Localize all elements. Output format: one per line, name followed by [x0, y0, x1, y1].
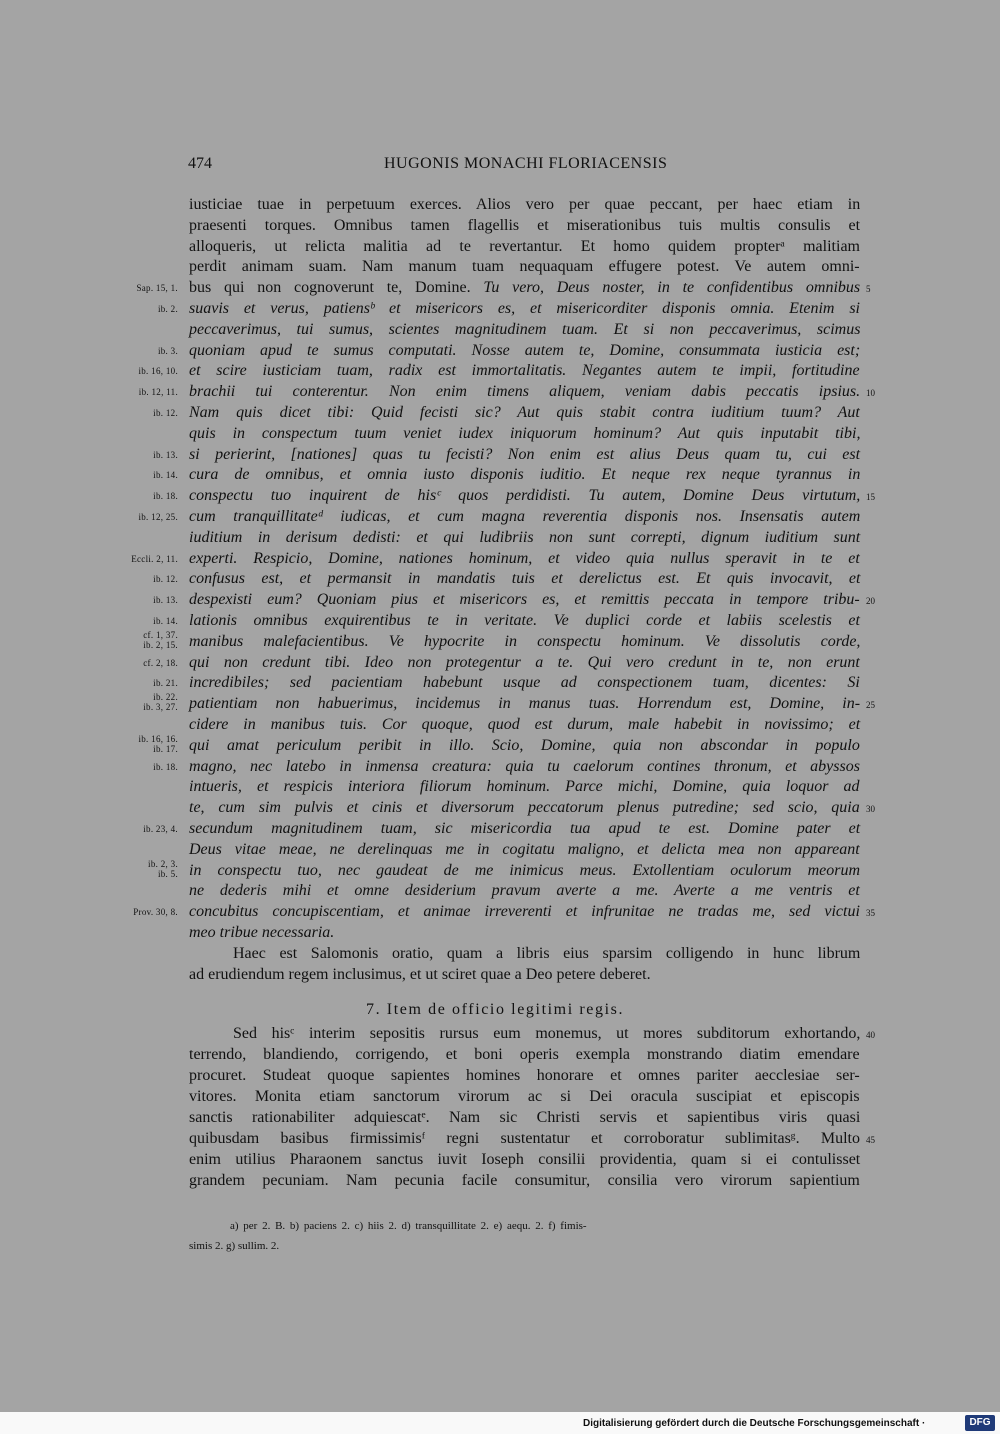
text-line: patientiam non habuerimus, incidemus in manus tuas. Horrendum est, Domine, in-: [189, 695, 861, 713]
text-line: despexisti eum? Quoniam pius et misericors es, et remittis peccata in tempore tribu-: [189, 591, 860, 609]
margin-reference: ib. 18.: [153, 761, 178, 772]
margin-reference: ib. 14.: [153, 616, 178, 626]
line-number: 20: [866, 596, 875, 607]
margin-reference: ib. 3.: [157, 345, 178, 356]
text-line: conspectu tuo inquirent de hisᶜ quos perdidisti. Tu autem, Domine Deus virtutum,: [189, 487, 861, 505]
text-line: manibus malefacientibus. Ve hypocrite in conspectu hominum. Ve dissolutis corde,: [189, 632, 861, 650]
margin-reference: ib. 12, 11.: [138, 387, 178, 398]
text-line: qui non credunt tibi. Ideo non protegentur a te. Qui vero credunt in te, non erunt: [189, 653, 860, 671]
text-line: praesenti torques. Omnibus tamen flagellis et miserationibus tuis multis consulis et: [189, 216, 861, 234]
margin-reference: ib. 13.: [153, 595, 178, 606]
text-line: Haec est Salomonis oratio, quam a libris eius sparsim colligendo in hunc librum: [233, 944, 861, 962]
text-line: intueris, et respicis interiora filiorum hominum. Parce michi, Domine, quia loquor ad: [189, 778, 860, 796]
margin-reference: ib. 13.: [153, 449, 178, 460]
margin-reference: ib. 3, 27.: [143, 702, 178, 713]
line-number: 35: [866, 908, 875, 919]
text-line: in conspectu tuo, nec gaudeat de me inimicus meus. Extollentiam oculorum meorum: [189, 861, 860, 879]
margin-reference: ib. 14.: [153, 470, 178, 481]
text-line: sanctis rationabiliter adquiescatᵉ. Nam sic Christi servis et sapientibus viris quasi: [189, 1109, 861, 1126]
margin-reference: ib. 23, 4.: [143, 824, 178, 834]
text-line: Nam quis dicet tibi: Quid fecisti sic? Aut quis stabit contra iuditium tuum? Aut: [189, 404, 860, 421]
text-line: magno, nec latebo in inmensa creatura: quia tu caelorum contines thronum, et abyssos: [189, 757, 860, 775]
text-line: cum tranquillitateᵈ iudicas, et cum magna reverentia disponis nos. Insensatis autem: [189, 508, 861, 525]
text-line: Sed hisᶜ interim sepositis rursus eum monemus, ut mores subditorum exhortando,: [233, 1025, 861, 1042]
margin-reference: ib. 12.: [153, 408, 178, 418]
footnote-line: simis 2. g) sullim. 2.: [189, 1240, 280, 1252]
footnote-line: a) per 2. B. b) paciens 2. c) hiis 2. d) transquillitate 2. e) aequ. 2. f) fimis-: [230, 1220, 587, 1232]
text-line: ad erudiendum regem inclusimus, et ut sciret quae a Deo petere deberet.: [189, 965, 651, 983]
margin-reference: ib. 2, 3.: [148, 858, 178, 869]
text-line: ne dederis mihi et omne desiderium pravum averte a me. Averte a me ventris et: [189, 882, 860, 900]
text-line: [189, 279, 860, 297]
line-number: 30: [866, 804, 875, 815]
page-number: 474: [188, 155, 212, 172]
section-heading: 7. Item de officio legitimi regis.: [366, 1001, 625, 1018]
line-number: 15: [866, 492, 875, 503]
text-line: lationis omnibus exquirentibus te in veritate. Ve duplici corde et labiis scelestis et: [189, 612, 860, 629]
text-line: iusticiae tuae in perpetuum exerces. Alios vero per quae peccant, per haec etiam in: [189, 196, 861, 213]
margin-reference: cf. 2, 18.: [143, 657, 178, 668]
funding-note: Digitalisierung gefördert durch die Deutsche Forschungsgemeinschaft ·: [583, 1418, 926, 1429]
text-line: quibusdam basibus firmissimisᶠ regni sustentatur et corroboratur sublimitasᵍ. Multo: [189, 1130, 860, 1147]
line-number: 5: [866, 284, 871, 295]
margin-reference: Eccli. 2, 11.: [131, 553, 178, 564]
text-line: experti. Respicio, Domine, nationes hominum, et video quia nullus speravit in te et: [189, 549, 860, 567]
line-number: 25: [866, 700, 875, 711]
margin-reference: ib. 12.: [153, 574, 178, 585]
margin-reference: ib. 2, 15.: [143, 639, 178, 650]
text-line-prefix: bus qui non cognoverunt te, Domine.: [189, 279, 484, 297]
text-line: secundum magnitudinem tuam, sic misericordia tua apud te est. Domine pater et: [189, 820, 861, 837]
margin-reference: Sap. 15, 1.: [136, 283, 178, 294]
text-line: procuret. Studeat quoque sapientes homines honorare et omnes pariter aecclesiae ser-: [189, 1067, 860, 1084]
text-line: et scire iusticiam tuam, radix est immortalitatis. Negantes autem te impii, fortitudine: [189, 362, 860, 380]
margin-reference: ib. 21.: [153, 678, 178, 689]
text-line: brachii tui conterentur. Non enim timens aliquem, veniam dabis peccatis ipsius.: [189, 383, 861, 401]
text-line: enim utilius Pharaonem sanctus iuvit Ioseph consilii providentia, quam si ei contulisset: [189, 1151, 861, 1168]
margin-reference: ib. 17.: [153, 743, 178, 754]
text-line: terrendo, blandiendo, corrigendo, et boni operis exempla monstrando diatim emendare: [189, 1046, 860, 1063]
line-number: 40: [866, 1030, 875, 1040]
running-title: HUGONIS MONACHI FLORIACENSIS: [384, 155, 668, 172]
margin-reference: ib. 5.: [157, 868, 178, 879]
text-line: iuditium in derisum dedisti: et qui ludibriis non sunt correpti, dignum iuditium sunt: [189, 528, 861, 546]
text-line-main: Tu vero, Deus noster, in te confidentibus omnibus: [483, 279, 861, 297]
text-line: concubitus concupiscentiam, et animae irreverenti et infrunitae ne tradas me, sed victui: [189, 903, 860, 921]
text-line: cura de omnibus, et omnia iusto disponis iuditio. Et neque rex neque tyrannus in: [189, 466, 861, 484]
margin-reference: cf. 1, 37.: [143, 629, 178, 640]
margin-reference: ib. 16, 16.: [138, 733, 178, 744]
margin-reference: ib. 16, 10.: [138, 366, 178, 377]
line-number: 45: [866, 1135, 875, 1145]
text-line: alloqueris, ut relicta malitia ad te revertantur. Et homo quidem propterᵃ malitiam: [189, 237, 860, 255]
text-line: qui amat periculum peribit in illo. Scio, Domine, quia non abscondar in populo: [189, 736, 860, 754]
line-number: 10: [866, 388, 875, 399]
text-line: vitores. Monita etiam sanctorum virorum ac si Dei oracula suscipiat et episcopis: [189, 1088, 860, 1105]
margin-reference: ib. 18.: [153, 491, 178, 502]
text-line: te, cum sim pulvis et cinis et diversorum peccatorum plenus putredine; sed scio, quia: [189, 799, 860, 817]
margin-reference: ib. 2.: [157, 304, 178, 314]
text-line: grandem pecuniam. Nam pecunia facile consumitur, consilia vero virorum sapientium: [189, 1172, 860, 1189]
margin-reference: ib. 22.: [153, 692, 178, 703]
text-line: peccaverimus, tui sumus, scientes magnitudinem tuam. Et si non peccaverimus, scimus: [189, 320, 861, 338]
text-line: quis in conspectum tuum veniet iudex iniquorum hominum? Aut quis inputabit tibi,: [189, 424, 861, 442]
text-line: quoniam apud te sumus computati. Nosse autem te, Domine, consummata iusticia est;: [189, 341, 861, 359]
text-line: si perierint, [nationes] quas tu fecisti? Non enim est alius Deus quam tu, cui est: [189, 445, 861, 463]
text-line: perdit animam suam. Nam manum tuam nequaquam effugere potest. Ve autem omni-: [189, 258, 860, 276]
margin-reference: ib. 12, 25.: [138, 512, 178, 522]
dfg-logo: DFG: [965, 1415, 995, 1431]
text-line: confusus est, et permansit in mandatis tuis et derelictus est. Et quis invocavit, et: [189, 570, 861, 588]
text-line: suavis et verus, patiensᵇ et misericors es, et misericorditer disponis omnia. Etenim si: [189, 300, 860, 317]
text-line: cidere in manibus tuis. Cor quoque, quod est durum, male habebit in novissimo; et: [189, 716, 861, 733]
text-line: incredibiles; sed pacientiam habebunt usque ad conspectionem tuam, dicentes: Si: [189, 674, 860, 692]
text-line: Deus vitae meae, ne derelinquas me in cogitatu maligno, et delicta mea non appareant: [189, 840, 860, 858]
text-line: meo tribue necessaria.: [189, 924, 335, 941]
margin-reference: Prov. 30, 8.: [133, 907, 178, 918]
